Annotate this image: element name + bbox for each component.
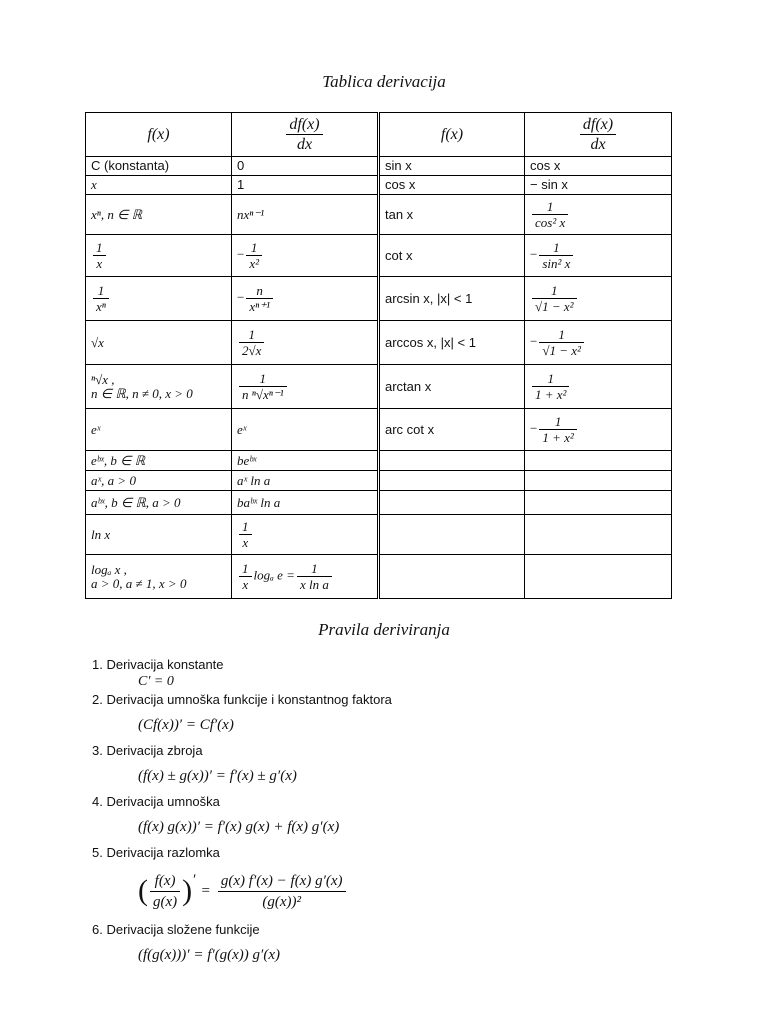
cell-f: aˣ, a > 0: [86, 471, 232, 491]
cell-df: cos x: [525, 157, 672, 176]
cell-df: 0: [232, 157, 379, 176]
cell-df: $\frac{1}{\text{1 + x²}}$: [525, 365, 672, 409]
cell-f: xⁿ, n ∈ ℝ: [86, 195, 232, 235]
table-row: [86, 515, 672, 555]
cell-f: eᵇˣ, b ∈ ℝ: [86, 451, 232, 471]
cell-f-line1: ⁿ√x ,: [91, 371, 115, 387]
table-row: [86, 491, 672, 515]
cell-df: − $\frac{1}{\text{√1 − x²}}$: [525, 321, 672, 365]
cell-f: aᵇˣ, b ∈ ℝ, a > 0: [86, 491, 232, 515]
rules-title: Pravila deriviranja: [318, 620, 450, 639]
table-row: [86, 235, 672, 277]
cell-df: − $\frac{1}{\text{x²}}$: [232, 235, 379, 277]
cell-empty: [525, 491, 672, 515]
cell-df: − $\frac{1}{\text{sin² x}}$: [525, 235, 672, 277]
cell-empty: [379, 515, 525, 555]
rule-label: 5. Derivacija razlomka: [92, 845, 220, 860]
cell-df: $\frac{1}{\text{√1 − x²}}$: [525, 277, 672, 321]
cell-df: $\frac{1}{x}$ logₐ e = $\frac{1}{\text{x ln a}}$: [232, 555, 379, 599]
cell-f: $\frac{1}{x}$: [86, 235, 232, 277]
cell-empty: [525, 471, 672, 491]
cell-empty: [525, 451, 672, 471]
cell-f: C (konstanta): [86, 157, 232, 176]
cell-df: $\frac{1}{\text{cos² x}}$: [525, 195, 672, 235]
table-row: [86, 409, 672, 451]
cell-f: √x: [86, 321, 232, 365]
cell-df: − $\frac{n}{\text{xⁿ⁺¹}}$: [232, 277, 379, 321]
header-df-left: $\frac{df(x)}{dx}$: [232, 113, 379, 157]
header-f-left: f(x): [86, 113, 232, 157]
header-df-right: $\frac{df(x)}{dx}$: [525, 113, 672, 157]
table-header-row: [86, 113, 672, 157]
table-row: [86, 157, 672, 176]
cell-df: baᵇˣ ln a: [232, 491, 379, 515]
rule-formula-quotient: ( $\frac{f(x)}{g(x)}$ ) ′ = $\frac{g(x) f'(x) - f(x) g'(x)}{\text{(g(x))²}}$: [92, 861, 712, 921]
rule-label: 6. Derivacija složene funkcije: [92, 922, 260, 937]
table-row: [86, 277, 672, 321]
cell-f: [86, 555, 232, 599]
cell-df: beᵇˣ: [232, 451, 379, 471]
table-row: [86, 176, 672, 195]
rule-formula: (f(g(x)))′ = f′(g(x)) g′(x): [138, 947, 280, 963]
table-row: [86, 195, 672, 235]
cell-f: arctan x: [379, 365, 525, 409]
rule-formula: (Cf(x))′ = Cf′(x): [138, 717, 234, 733]
cell-df: − sin x: [525, 176, 672, 195]
cell-df: aˣ ln a: [232, 471, 379, 491]
cell-f: arcsin x, |x| < 1: [379, 277, 525, 321]
cell-empty: [379, 451, 525, 471]
table-row: [86, 451, 672, 471]
cell-f-line1: logₐ x ,: [91, 561, 127, 577]
rule-formula: (f(x) ± g(x))′ = f′(x) ± g′(x): [138, 768, 297, 784]
derivatives-table: [85, 112, 672, 599]
cell-f-line2: n ∈ ℝ, n ≠ 0, x > 0: [91, 385, 193, 401]
cell-f: eˣ: [86, 409, 232, 451]
rule-formula: C′ = 0: [138, 674, 174, 689]
cell-df: $\frac{1}{\text{n ⁿ√xⁿ⁻¹}}$: [232, 365, 379, 409]
rule-label: 2. Derivacija umnoška funkcije i konstantnog faktora: [92, 692, 392, 707]
cell-df: 1: [232, 176, 379, 195]
cell-empty: [525, 515, 672, 555]
cell-f: [86, 365, 232, 409]
cell-empty: [379, 555, 525, 599]
table-row: [86, 555, 672, 599]
cell-df: eˣ: [232, 409, 379, 451]
header-f-right: f(x): [379, 113, 525, 157]
rule-label: 1. Derivacija konstante: [92, 657, 224, 672]
table-row: [86, 365, 672, 409]
cell-f: arccos x, |x| < 1: [379, 321, 525, 365]
cell-empty: [379, 471, 525, 491]
rule-label: 4. Derivacija umnoška: [92, 794, 220, 809]
cell-f: tan x: [379, 195, 525, 235]
cell-df: nxⁿ⁻¹: [232, 195, 379, 235]
cell-f: cot x: [379, 235, 525, 277]
cell-df: − $\frac{1}{\text{1 + x²}}$: [525, 409, 672, 451]
table-title: Tablica derivacija: [322, 72, 446, 91]
cell-empty: [379, 491, 525, 515]
cell-f: cos x: [379, 176, 525, 195]
rules-list: [92, 656, 712, 972]
table-row: [86, 321, 672, 365]
table-row: [86, 471, 672, 491]
cell-f: arc cot x: [379, 409, 525, 451]
rule-formula: (f(x) g(x))′ = f′(x) g(x) + f(x) g′(x): [138, 819, 340, 835]
cell-f: x: [86, 176, 232, 195]
cell-df: $\frac{1}{2√x}$: [232, 321, 379, 365]
cell-f-line2: a > 0, a ≠ 1, x > 0: [91, 575, 187, 591]
cell-f: $\frac{1}{\text{xⁿ}}$: [86, 277, 232, 321]
cell-f: ln x: [86, 515, 232, 555]
cell-f: sin x: [379, 157, 525, 176]
cell-empty: [525, 555, 672, 599]
rule-label: 3. Derivacija zbroja: [92, 743, 203, 758]
cell-df: $\frac{1}{x}$: [232, 515, 379, 555]
